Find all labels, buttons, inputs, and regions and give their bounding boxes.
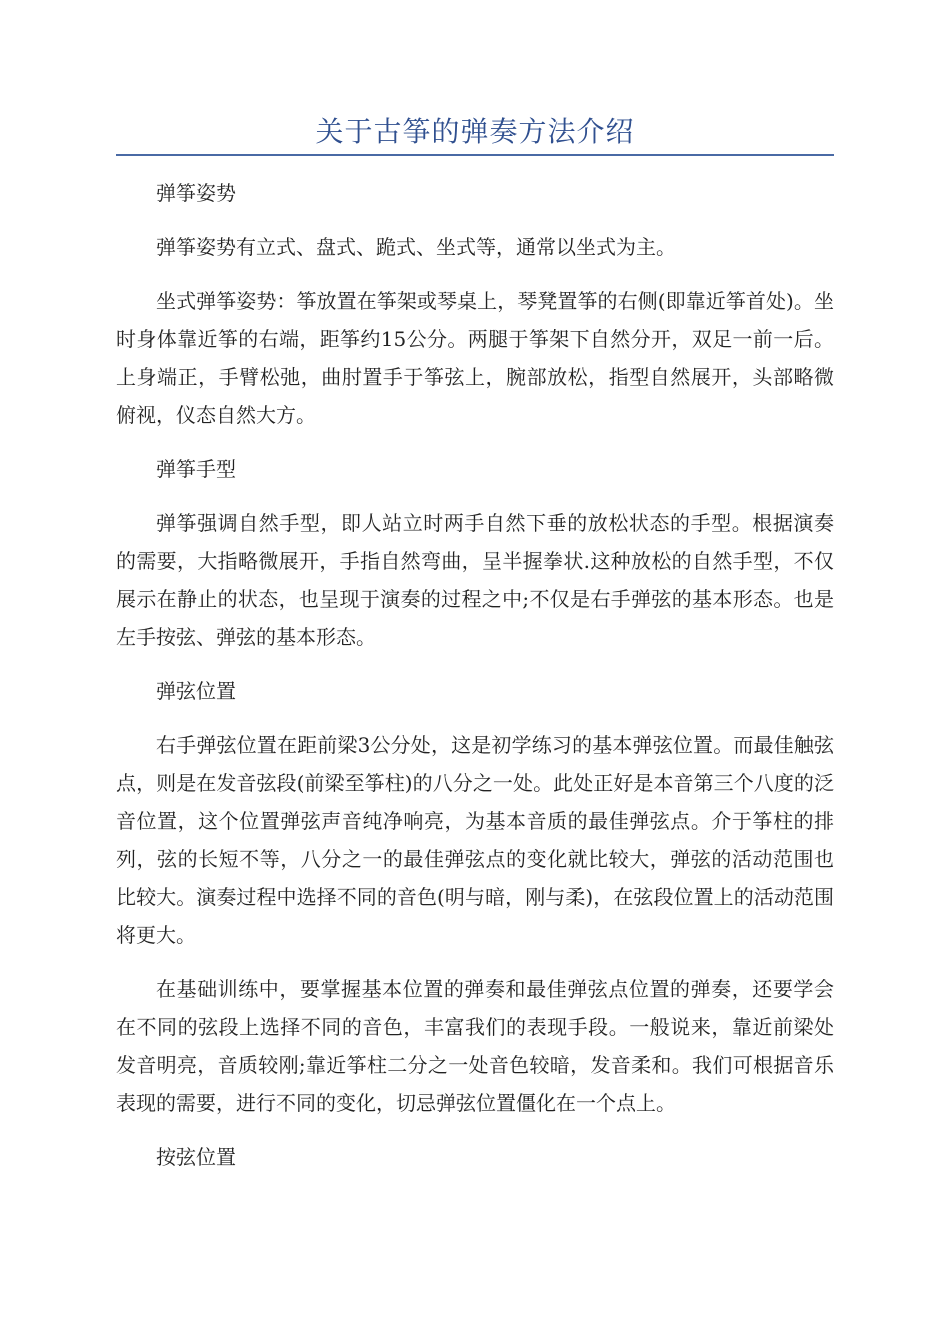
title-underline <box>116 154 834 156</box>
paragraph: 弹筝强调自然手型，即人站立时两手自然下垂的放松状态的手型。根据演奏的需要，大指略微展开，手指自然弯曲，呈半握拳状.这种放松的自然手型，不仅展示在静止的状态，也呈现于演奏的过程之中;不仅是右手弹弦的基本形态。也是左手按弦、弹弦的基本形态。 <box>116 511 834 649</box>
document-title: 关于古筝的弹奏方法介绍 <box>315 115 635 148</box>
paragraph: 右手弹弦位置在距前梁3公分处，这是初学练习的基本弹弦位置。而最佳触弦点，则是在发音弦段(前梁至筝柱)的八分之一处。此处正好是本音第三个八度的泛音位置，这个位置弹弦声音纯净响亮，为基本音质的最佳弹弦点。介于筝柱的排列，弦的长短不等，八分之一的最佳弹弦点的变化就比较大，弹弦的活动范围也比较大。演奏过程中选择不同的音色(明与暗，刚与柔)，在弦段位置上的活动范围将更大。 <box>116 733 834 947</box>
section-heading-hand-shape: 弹筝手型 <box>156 457 236 481</box>
paragraph: 坐式弹筝姿势：筝放置在筝架或琴桌上，琴凳置筝的右侧(即靠近筝首处)。坐时身体靠近筝的右端，距筝约15公分。两腿于筝架下自然分开，双足一前一后。上身端正，手臂松弛，曲肘置手于筝弦上，腕部放松，指型自然展开，头部略微俯视，仪态自然大方。 <box>116 289 834 427</box>
paragraph: 在基础训练中，要掌握基本位置的弹奏和最佳弹弦点位置的弹奏，还要学会在不同的弦段上选择不同的音色，丰富我们的表现手段。一般说来，靠近前梁处发音明亮，音质较刚;靠近筝柱二分之一处音色较暗，发音柔和。我们可根据音乐表现的需要，进行不同的变化，切忌弹弦位置僵化在一个点上。 <box>116 977 834 1115</box>
section-heading-plucking-position: 弹弦位置 <box>156 679 236 703</box>
document-body <box>116 174 834 1192</box>
section-heading-pressing-position: 按弦位置 <box>156 1145 236 1169</box>
section-heading-posture: 弹筝姿势 <box>156 181 236 205</box>
paragraph: 弹筝姿势有立式、盘式、跪式、坐式等，通常以坐式为主。 <box>156 235 676 259</box>
